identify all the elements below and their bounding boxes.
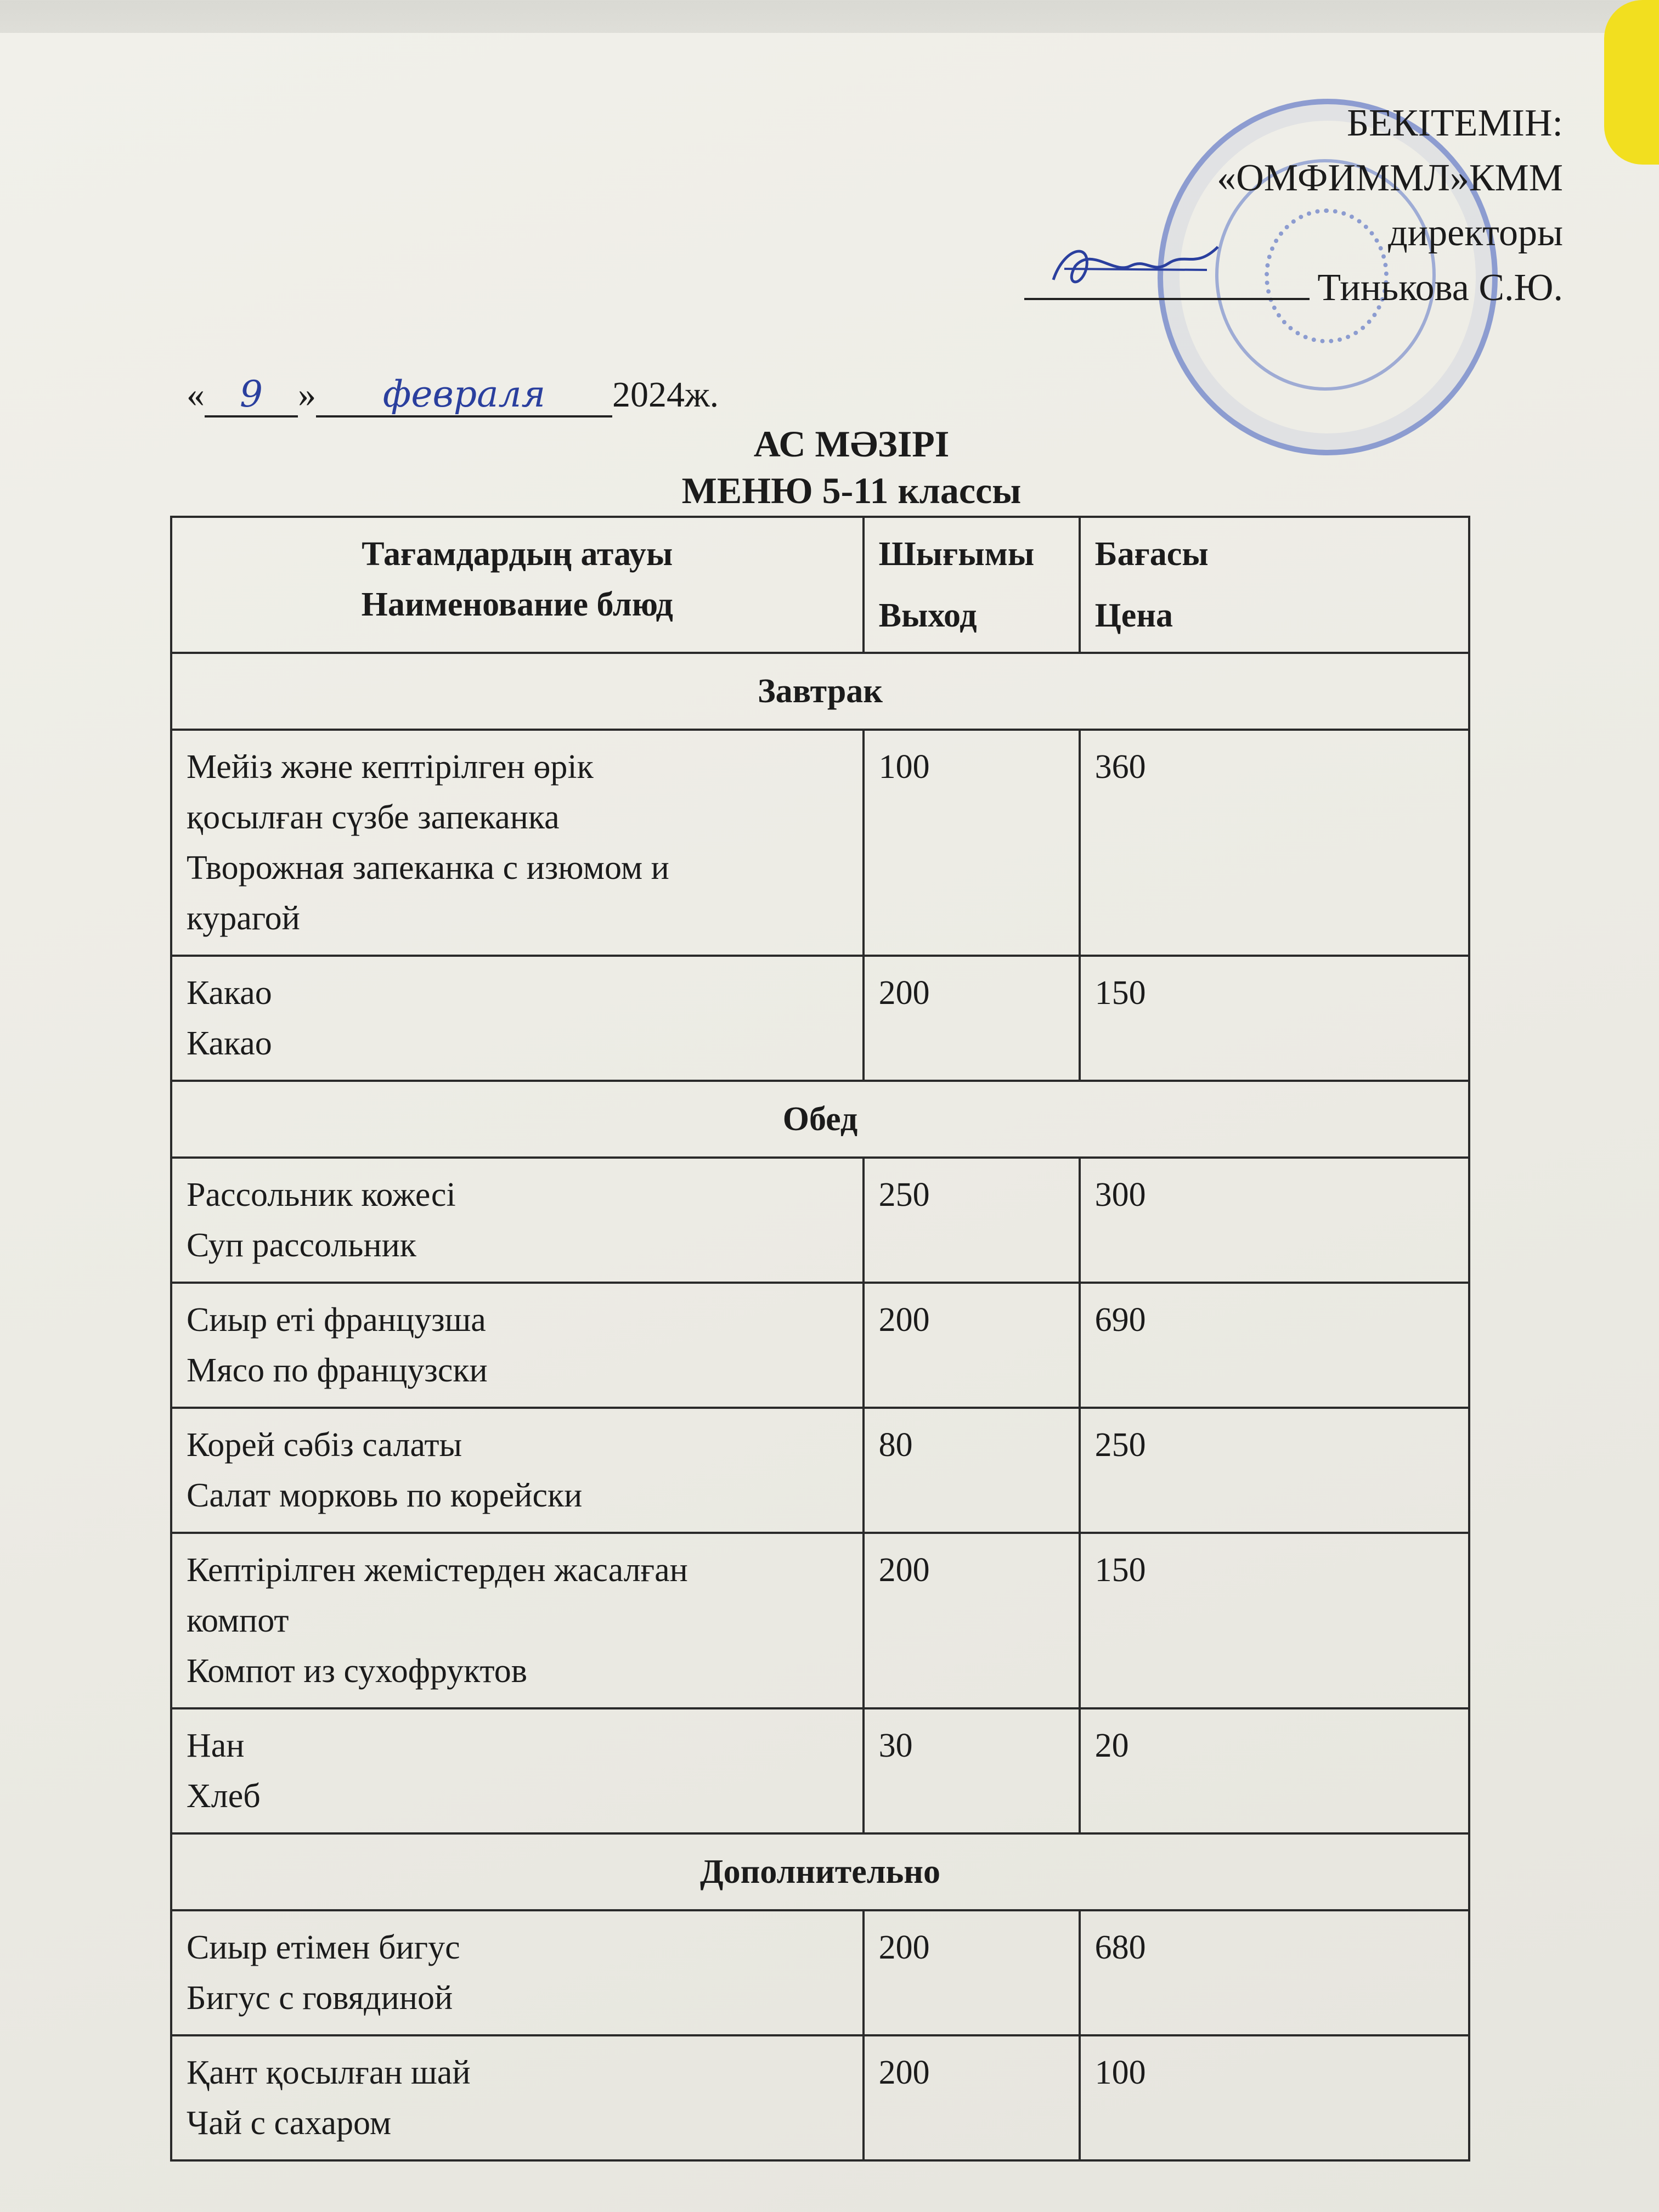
table-row	[171, 730, 1469, 956]
dish-price: 300	[1080, 1158, 1469, 1283]
dish-name-line: қосылған сүзбе запеканка	[187, 799, 560, 836]
approval-line-2: «ОМФИММЛ»КММ	[1217, 157, 1563, 199]
header-price-ru: Цена	[1094, 597, 1173, 634]
title-kz: АС МӘЗІРІ	[753, 423, 950, 465]
dish-price: 100	[1080, 2035, 1469, 2160]
dish-yield: 250	[864, 1158, 1080, 1283]
dish-price: 20	[1080, 1708, 1469, 1833]
approval-line-3: директоры	[1388, 212, 1563, 254]
dish-name-line: Бигус с говядиной	[187, 1979, 453, 2017]
header-price-kz: Бағасы	[1094, 535, 1209, 573]
table-row	[171, 1158, 1469, 1283]
date-day: 9	[205, 373, 298, 417]
dish-yield: 80	[864, 1408, 1080, 1533]
section-breakfast: Завтрак	[171, 653, 1469, 730]
table-row	[171, 1408, 1469, 1533]
dish-name-line: Нан	[187, 1727, 245, 1764]
approval-line-1: БЕКІТЕМІН:	[1346, 102, 1563, 144]
dish-name-line: Мясо по французски	[187, 1352, 488, 1389]
dish-yield: 200	[864, 2035, 1080, 2160]
table-row	[171, 1708, 1469, 1833]
header-name	[171, 517, 864, 653]
table-row	[171, 1533, 1469, 1708]
dish-price: 150	[1080, 1533, 1469, 1708]
dish-price: 690	[1080, 1283, 1469, 1408]
date-open-quote: «	[187, 375, 205, 415]
dish-name-line: Чай с сахаром	[187, 2104, 392, 2142]
dish-name	[171, 1708, 864, 1833]
date-line	[187, 373, 719, 417]
dish-price: 250	[1080, 1408, 1469, 1533]
dish-name-line: Сиыр еті французша	[187, 1301, 486, 1339]
section-additional: Дополнительно	[171, 1833, 1469, 1910]
director-name: Тинькова С.Ю.	[1317, 267, 1563, 309]
dish-yield: 200	[864, 956, 1080, 1081]
dish-name-line: Хлеб	[187, 1778, 261, 1815]
dish-name-line: Какао	[187, 974, 272, 1012]
table-header-row	[171, 517, 1469, 653]
menu-table	[170, 516, 1470, 2162]
dish-name-line: Салат морковь по корейски	[187, 1477, 583, 1514]
dish-name-line: Корей сәбіз салаты	[187, 1426, 462, 1464]
dish-name	[171, 1910, 864, 2035]
dish-name-line: Қант қосылған шай	[187, 2054, 471, 2091]
dish-yield: 30	[864, 1708, 1080, 1833]
dish-yield: 100	[864, 730, 1080, 956]
dish-name	[171, 1158, 864, 1283]
dish-price: 360	[1080, 730, 1469, 956]
dish-price: 680	[1080, 1910, 1469, 2035]
dish-name-line: Мейіз және кептірілген өрік	[187, 748, 594, 786]
header-price	[1080, 517, 1469, 653]
header-yield-kz: Шығымы	[878, 535, 1035, 573]
dish-name-line: Сиыр етімен бигус	[187, 1929, 460, 1966]
date-month: февраля	[316, 373, 612, 417]
table-row	[171, 1910, 1469, 2035]
dish-name	[171, 956, 864, 1081]
dish-name	[171, 1283, 864, 1408]
table-row	[171, 1283, 1469, 1408]
table-row	[171, 956, 1469, 1081]
dish-name-line: Суп рассольник	[187, 1227, 416, 1264]
dish-name	[171, 730, 864, 956]
dish-name	[171, 1533, 864, 1708]
handwritten-signature	[1042, 236, 1229, 302]
dish-name-line: компот	[187, 1602, 289, 1639]
header-name-ru: Наименование блюд	[361, 586, 673, 623]
yellow-object	[1604, 0, 1659, 165]
dish-name-line: курагой	[187, 900, 300, 937]
dish-yield: 200	[864, 1910, 1080, 2035]
header-name-kz: Тағамдардың атауы	[362, 535, 673, 573]
dish-name-line: Рассольник кожесі	[187, 1176, 456, 1214]
date-close-quote: »	[298, 375, 316, 415]
header-yield-ru: Выход	[878, 597, 977, 634]
dish-name-line: Какао	[187, 1025, 272, 1062]
dish-name-line: Творожная запеканка с изюмом и	[187, 849, 669, 887]
dish-price: 150	[1080, 956, 1469, 1081]
table-row	[171, 2035, 1469, 2160]
dish-name	[171, 2035, 864, 2160]
dish-name-line: Кептірілген жемістерден жасалған	[187, 1551, 688, 1589]
dish-name-line: Компот из сухофруктов	[187, 1652, 527, 1690]
section-lunch: Обед	[171, 1081, 1469, 1158]
title-ru: МЕНЮ 5-11 классы	[681, 470, 1022, 511]
date-year: 2024ж.	[612, 375, 719, 415]
header-yield	[864, 517, 1080, 653]
dish-name	[171, 1408, 864, 1533]
dish-yield: 200	[864, 1283, 1080, 1408]
dish-yield: 200	[864, 1533, 1080, 1708]
